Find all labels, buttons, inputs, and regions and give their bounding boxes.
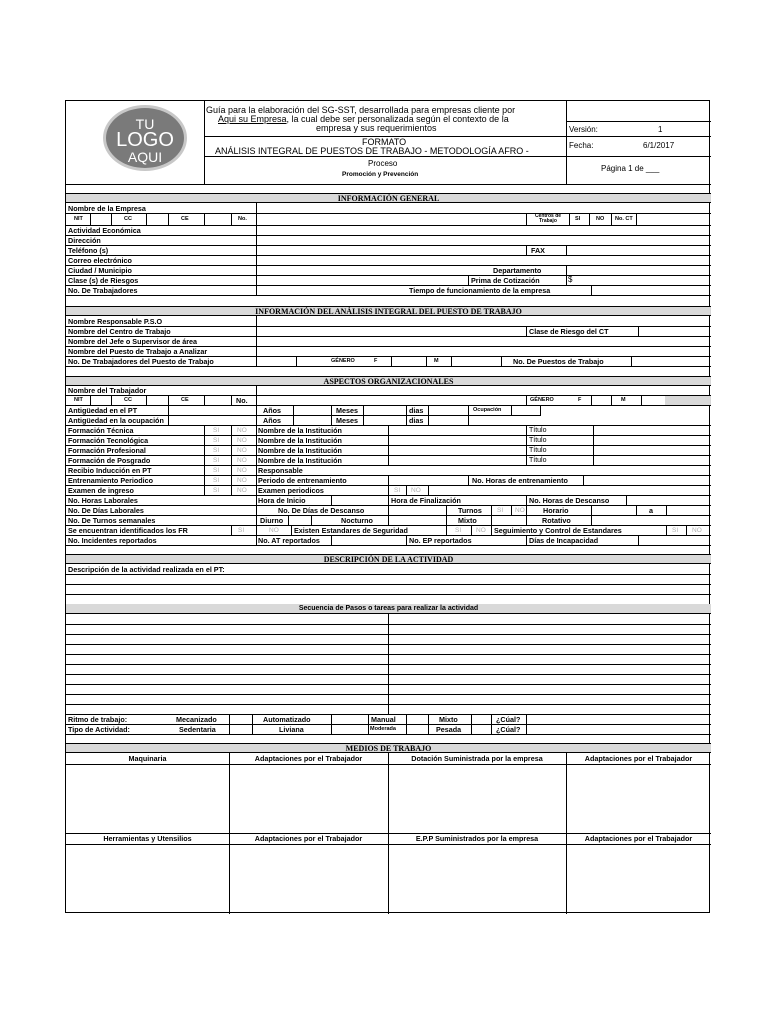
label-horas-entr: No. Horas de entrenamiento — [472, 476, 568, 485]
label-formacion-tecnologica: Formación Tecnológica — [68, 436, 149, 445]
label-tiempo: Tiempo de funcionamiento de la empresa — [409, 286, 551, 295]
label-genero-m: M — [434, 358, 439, 364]
label-prima: Prima de Cotización — [471, 276, 540, 285]
label-descripcion: Descripción de la actividad realizada en el PT: — [68, 565, 225, 574]
label-induccion: Recibio Inducción en PT — [68, 466, 152, 475]
label-antig-pt-meses: Meses — [336, 406, 358, 415]
label-nombre-trabajador: Nombre del Trabajador — [68, 386, 147, 395]
input-responsable-pso[interactable] — [256, 316, 711, 326]
label-titulo-4: Título — [529, 457, 547, 464]
input-dias-lab[interactable] — [256, 505, 276, 515]
input-antig-pt-dias[interactable] — [428, 405, 468, 415]
label-at: No. AT reportados — [258, 536, 320, 545]
company-logo — [103, 105, 187, 171]
input-titulo-4[interactable] — [593, 455, 711, 465]
input-descripcion[interactable] — [66, 574, 711, 604]
input-ciudad[interactable] — [256, 265, 488, 275]
input-no-puestos[interactable] — [631, 356, 711, 366]
examenes-per-no[interactable]: NO — [411, 487, 421, 494]
label-antig-pt-dias: dias — [409, 406, 424, 415]
label-mixto: Mixto — [458, 516, 477, 525]
label-seguimiento: Seguimiento y Control de Estandares — [494, 526, 622, 535]
examen-no[interactable]: NO — [237, 487, 247, 494]
label-examen: Examen de ingreso — [68, 486, 134, 495]
induccion-no[interactable]: NO — [237, 467, 247, 474]
label-dias-lab: No. De Días Laborales — [68, 506, 144, 515]
label-hora-inicio: Hora de Inicio — [258, 496, 306, 505]
label-antig-ocup-meses: Meses — [336, 416, 358, 425]
label-antig-pt-anos: Años — [263, 406, 281, 415]
label-horas-lab: No. Horas Laborales — [68, 496, 138, 505]
formacion-profesional-si[interactable]: SI — [213, 447, 220, 454]
form-title: ANÁLISIS INTEGRAL DE PUESTOS DE TRABAJO - METODOLOGÍA AFRO - — [215, 146, 529, 156]
entrenamiento-no[interactable]: NO — [237, 477, 247, 484]
label-horario-a: a — [649, 506, 653, 515]
label-genero: GÉNERO — [331, 358, 355, 364]
input-dotacion[interactable] — [388, 764, 566, 833]
version-label: Versión: — [569, 125, 598, 134]
label-no-trab-puesto: No. De Trabajadores del Puesto de Trabajo — [68, 357, 214, 366]
input-ritmo-mixto[interactable] — [471, 714, 491, 724]
input-nombre-empresa[interactable] — [256, 203, 711, 213]
section-descripcion — [66, 554, 711, 564]
label-fr: Se encuentran identificados los FR — [68, 526, 188, 535]
guide-text-line3: empresa y sus requerimientos — [316, 123, 437, 133]
trab-genero-m: M — [621, 397, 626, 403]
fecha-value: 6/1/2017 — [643, 141, 675, 150]
ritmo-manual: Manual — [371, 715, 396, 724]
fecha-label: Fecha: — [569, 141, 594, 150]
input-tiempo[interactable] — [591, 285, 711, 295]
input-genero-f[interactable] — [391, 356, 426, 366]
section-medios — [66, 743, 711, 753]
section-aspectos-title: ASPECTOS ORGANIZACIONALES — [323, 377, 454, 386]
input-departamento[interactable] — [566, 265, 711, 275]
label-direccion: Dirección — [68, 236, 101, 245]
input-rotativo[interactable] — [591, 515, 711, 525]
medios-maquinaria: Maquinaria — [128, 754, 167, 763]
id-no: No. — [238, 216, 247, 222]
input-incapacidad[interactable] — [638, 535, 711, 545]
input-ritmo-mecanizado[interactable] — [229, 714, 252, 724]
input-trab-genero-m[interactable] — [641, 395, 665, 405]
ritmo-mixto: Mixto — [439, 715, 458, 724]
input-ritmo-manual[interactable] — [406, 714, 428, 724]
proceso-label: Proceso — [368, 159, 398, 168]
label-nombre-empresa: Nombre de la Empresa — [68, 204, 146, 213]
input-adapt-maquinaria[interactable] — [229, 764, 388, 833]
label-institucion-2: Nombre de la Institución — [258, 436, 342, 445]
input-nombre-trabajador[interactable] — [256, 385, 711, 395]
input-adapt-dotacion[interactable] — [566, 764, 711, 833]
medios-adapt-2: Adaptaciones por el Trabajador — [584, 754, 693, 763]
tipo-liviana: Liviana — [279, 725, 304, 734]
input-direccion[interactable] — [256, 235, 711, 245]
input-antig-ocup[interactable] — [168, 415, 256, 425]
input-institucion-4[interactable] — [388, 455, 526, 465]
input-ep[interactable] — [471, 535, 526, 545]
input-antig-pt-meses[interactable] — [363, 405, 406, 415]
medios-adapt-4: Adaptaciones por el Trabajador — [584, 834, 693, 843]
section-descripcion-title: DESCRIPCIÓN DE LA ACTIVIDAD — [323, 555, 454, 564]
label-responsable-pso: Nombre Responsable P.S.O — [68, 317, 163, 326]
input-adapt-herramientas[interactable] — [229, 844, 388, 912]
input-tipo-sedentaria[interactable] — [229, 724, 252, 734]
label-telefono: Teléfono (s) — [68, 246, 109, 255]
input-dias-desc[interactable] — [388, 505, 446, 515]
pagina-label: Página 1 de ___ — [601, 164, 660, 173]
label-incidentes: No. Incidentes reportados — [68, 536, 157, 545]
label-hora-fin: Hora de Finalización — [391, 496, 461, 505]
input-horas-desc[interactable] — [626, 495, 711, 505]
trab-id-nit: NIT — [74, 397, 83, 403]
id-cc: CC — [124, 216, 132, 222]
formato-label: FORMATO — [362, 137, 407, 147]
label-nocturno: Nocturno — [341, 516, 373, 525]
promocion-label: Promoción y Prevención — [342, 171, 419, 178]
seguimiento-no[interactable]: NO — [692, 527, 702, 534]
label-antig-ocup-dias: dias — [409, 416, 424, 425]
label-dias-desc: No. De Días de Descanso — [278, 506, 365, 515]
input-clase-riesgo-ct[interactable] — [638, 326, 711, 336]
ritmo-mecanizado: Mecanizado — [176, 715, 217, 724]
label-incapacidad: Días de Incapacidad — [529, 536, 599, 545]
input-antig-ocup-meses[interactable] — [363, 415, 406, 425]
input-tipo-pesada[interactable] — [471, 724, 491, 734]
label-periodo: Periodo de entrenamiento — [258, 476, 347, 485]
ritmo-automatizado: Automatizado — [263, 715, 311, 724]
input-at[interactable] — [331, 535, 406, 545]
label-horario: Horario — [543, 506, 569, 515]
input-periodo[interactable] — [388, 475, 468, 485]
input-trab-id[interactable] — [256, 395, 526, 405]
id-nit: NIT — [74, 216, 83, 222]
formacion-tecnica-no[interactable]: NO — [237, 427, 247, 434]
input-institucion-1[interactable] — [388, 425, 526, 435]
tipo-pesada: Pesada — [436, 725, 462, 734]
input-actividad[interactable] — [256, 225, 711, 235]
label-clase: Clase (s) de Riesgos — [68, 276, 139, 285]
label-trabajadores: No. De Trabajadores — [68, 286, 138, 295]
label-antig-pt: Antigüedad en el PT — [68, 406, 138, 415]
id-ce: CE — [181, 216, 189, 222]
input-institucion-2[interactable] — [388, 435, 526, 445]
section-analisis-title: INFORMACIÓN DEL ANÁLISIS INTEGRAL DEL PUESTO DE TRABAJO — [255, 307, 522, 316]
label-centros: Centros de Trabajo — [534, 213, 562, 224]
section-general — [66, 193, 711, 203]
input-ritmo-cual[interactable] — [526, 714, 711, 724]
label-trab-no: No. — [236, 396, 248, 405]
section-medios-title: MEDIOS DE TRABAJO — [345, 744, 432, 753]
formacion-tecnologica-no[interactable]: NO — [237, 437, 247, 444]
input-horas-entr[interactable] — [583, 475, 711, 485]
company-link[interactable]: Aqui su Empresa — [218, 114, 287, 124]
input-titulo-1[interactable] — [593, 425, 711, 435]
tipo-sedentaria: Sedentaria — [179, 725, 216, 734]
label-formacion-posgrado: Formación de Posgrado — [68, 456, 151, 465]
estandares-si[interactable]: SI — [455, 527, 462, 534]
label-diurno: Diurno — [260, 516, 284, 525]
input-trab-genero-f[interactable] — [591, 395, 611, 405]
label-responsable: Responsable — [258, 466, 303, 475]
seguimiento-si[interactable]: SI — [672, 527, 679, 534]
input-centro-trabajo[interactable] — [256, 326, 526, 336]
label-tipo-actividad: Tipo de Actividad: — [68, 725, 130, 734]
medios-adapt-1: Adaptaciones por el Trabajador — [254, 754, 363, 763]
input-epp[interactable] — [388, 844, 566, 912]
input-hora-inicio[interactable] — [331, 495, 388, 505]
centros-no-ct: No. CT — [615, 216, 633, 222]
label-clase-riesgo-ct: Clase de Riesgo del CT — [529, 327, 609, 336]
label-rotativo: Rotativo — [542, 516, 571, 525]
input-herramientas[interactable] — [66, 844, 229, 912]
medios-herramientas: Herramientas y Utensilios — [103, 834, 192, 843]
version-value: 1 — [658, 125, 663, 134]
formacion-posgrado-no[interactable]: NO — [237, 457, 247, 464]
label-entrenamiento: Entrenamiento Periodico — [68, 476, 154, 485]
label-no-puestos: No. De Puestos de Trabajo — [513, 357, 604, 366]
label-antig-ocup-anos: Años — [263, 416, 281, 425]
input-ritmo-automatizado[interactable] — [331, 714, 368, 724]
input-incidentes[interactable] — [176, 535, 256, 545]
input-ocupacion[interactable] — [511, 405, 541, 415]
logo-text-1: TU — [135, 116, 155, 132]
input-trabajadores[interactable] — [256, 285, 406, 295]
examen-si[interactable]: SI — [213, 487, 220, 494]
input-titulo-2[interactable] — [593, 435, 711, 445]
turnos-no[interactable]: NO — [515, 507, 525, 514]
label-titulo-1: Título — [529, 427, 547, 434]
label-formacion-profesional: Formación Profesional — [68, 446, 146, 455]
induccion-si[interactable]: SI — [213, 467, 220, 474]
input-prima[interactable] — [576, 275, 711, 285]
section-general-title: INFORMACIÓN GENERAL — [337, 194, 440, 203]
ritmo-cual: ¿Cúal? — [496, 715, 521, 724]
fr-si[interactable]: SI — [238, 527, 245, 534]
estandares-no[interactable]: NO — [476, 527, 486, 534]
input-adapt-epp[interactable] — [566, 844, 711, 912]
trab-genero: GÉNERO — [530, 397, 554, 403]
input-tipo-cual[interactable] — [526, 724, 711, 734]
formacion-tecnica-si[interactable]: SI — [213, 427, 220, 434]
label-institucion-3: Nombre de la Institución — [258, 446, 342, 455]
label-departamento: Departamento — [493, 266, 542, 275]
input-horario-desde[interactable] — [591, 505, 636, 515]
centros-si[interactable]: SI — [575, 216, 581, 222]
input-secuencia-der[interactable] — [388, 614, 711, 714]
input-clase[interactable] — [256, 275, 468, 285]
label-turnos-sem: No. De Turnos semanales — [68, 516, 156, 525]
guide-text-line1: Guía para la elaboración del SG-SST, desarrollada para empresas cliente por — [206, 105, 516, 115]
input-titulo-3[interactable] — [593, 445, 711, 455]
input-tipo-moderada[interactable] — [406, 724, 428, 734]
label-actividad: Actividad Económica — [68, 226, 141, 235]
label-ciudad: Ciudad / Municipio — [68, 266, 132, 275]
input-mixto[interactable] — [491, 515, 526, 525]
guide-text-line2-rest: , la cual debe ser personalizada según el contexto de la — [286, 114, 509, 124]
label-examenes-per: Examen periodicos — [258, 486, 324, 495]
formacion-profesional-no[interactable]: NO — [237, 447, 247, 454]
input-antig-pt-anos[interactable] — [293, 405, 331, 415]
label-titulo-2: Título — [529, 437, 547, 444]
input-tipo-liviana[interactable] — [331, 724, 368, 734]
input-institucion-3[interactable] — [388, 445, 526, 455]
label-titulo-3: Título — [529, 447, 547, 454]
formacion-tecnologica-si[interactable]: SI — [213, 437, 220, 444]
trab-genero-f: F — [578, 397, 582, 403]
input-diurno[interactable] — [288, 515, 311, 525]
label-secuencia: Secuencia de Pasos o tareas para realizar la actividad — [298, 605, 479, 612]
form-page — [65, 100, 710, 913]
label-ocupacion: Ocupación — [473, 407, 502, 413]
turnos-si[interactable]: SI — [497, 507, 504, 514]
trab-id-ce: CE — [181, 397, 189, 403]
section-analisis — [66, 306, 711, 316]
label-jefe: Nombre del Jefe o Supervisor de área — [68, 337, 198, 346]
medios-dotacion: Dotación Suministrada por la empresa — [411, 754, 543, 763]
fr-no[interactable]: NO — [269, 527, 279, 534]
input-antig-ocup-anos[interactable] — [293, 415, 331, 425]
label-estandares: Existen Estandares de Seguridad — [294, 526, 408, 535]
currency-symbol: $ — [568, 275, 573, 284]
input-horario-hasta[interactable] — [666, 505, 711, 515]
medios-epp: E.P.P Suministrados por la empresa — [415, 834, 539, 843]
label-formacion-tecnica: Formación Técnica — [68, 426, 134, 435]
label-turnos: Turnos — [458, 506, 482, 515]
input-jefe[interactable] — [256, 336, 711, 346]
label-horas-desc: No. Horas de Descanso — [529, 496, 610, 505]
input-antig-ocup-dias[interactable] — [428, 415, 468, 425]
input-secuencia-izq[interactable] — [66, 614, 388, 714]
input-correo[interactable] — [256, 255, 711, 265]
label-ep: No. EP reportados — [409, 536, 472, 545]
label-institucion-4: Nombre de la Institución — [258, 456, 342, 465]
tipo-moderada: Moderada — [370, 726, 396, 732]
medios-adapt-3: Adaptaciones por el Trabajador — [254, 834, 363, 843]
input-maquinaria[interactable] — [66, 764, 229, 833]
input-antig-pt[interactable] — [168, 405, 256, 415]
label-puesto: Nombre del Puesto de Trabajo a Analizar — [68, 347, 208, 356]
input-id-number[interactable] — [256, 213, 526, 225]
label-ritmo: Ritmo de trabajo: — [68, 715, 128, 724]
input-fax[interactable] — [566, 245, 711, 255]
label-correo: Correo electrónico — [68, 256, 132, 265]
label-institucion-1: Nombre de la Institución — [258, 426, 342, 435]
label-antig-ocup: Antigüedad en la ocupación — [68, 416, 164, 425]
input-nocturno[interactable] — [388, 515, 446, 525]
label-centro-trabajo: Nombre del Centro de Trabajo — [68, 327, 171, 336]
input-responsable[interactable] — [311, 465, 711, 475]
formacion-posgrado-si[interactable]: SI — [213, 457, 220, 464]
input-genero-m[interactable] — [451, 356, 501, 366]
logo-text-3: AQUI — [127, 149, 163, 165]
entrenamiento-si[interactable]: SI — [213, 477, 220, 484]
tipo-cual: ¿Cúal? — [496, 725, 521, 734]
trab-id-cc: CC — [124, 397, 132, 403]
examenes-per-si[interactable]: SI — [394, 487, 401, 494]
label-genero-f: F — [374, 358, 378, 364]
label-fax: FAX — [531, 246, 545, 255]
centros-no[interactable]: NO — [596, 216, 605, 222]
logo-text-2: LOGO — [116, 129, 174, 151]
input-telefono[interactable] — [256, 245, 526, 255]
input-puesto[interactable] — [256, 346, 711, 356]
